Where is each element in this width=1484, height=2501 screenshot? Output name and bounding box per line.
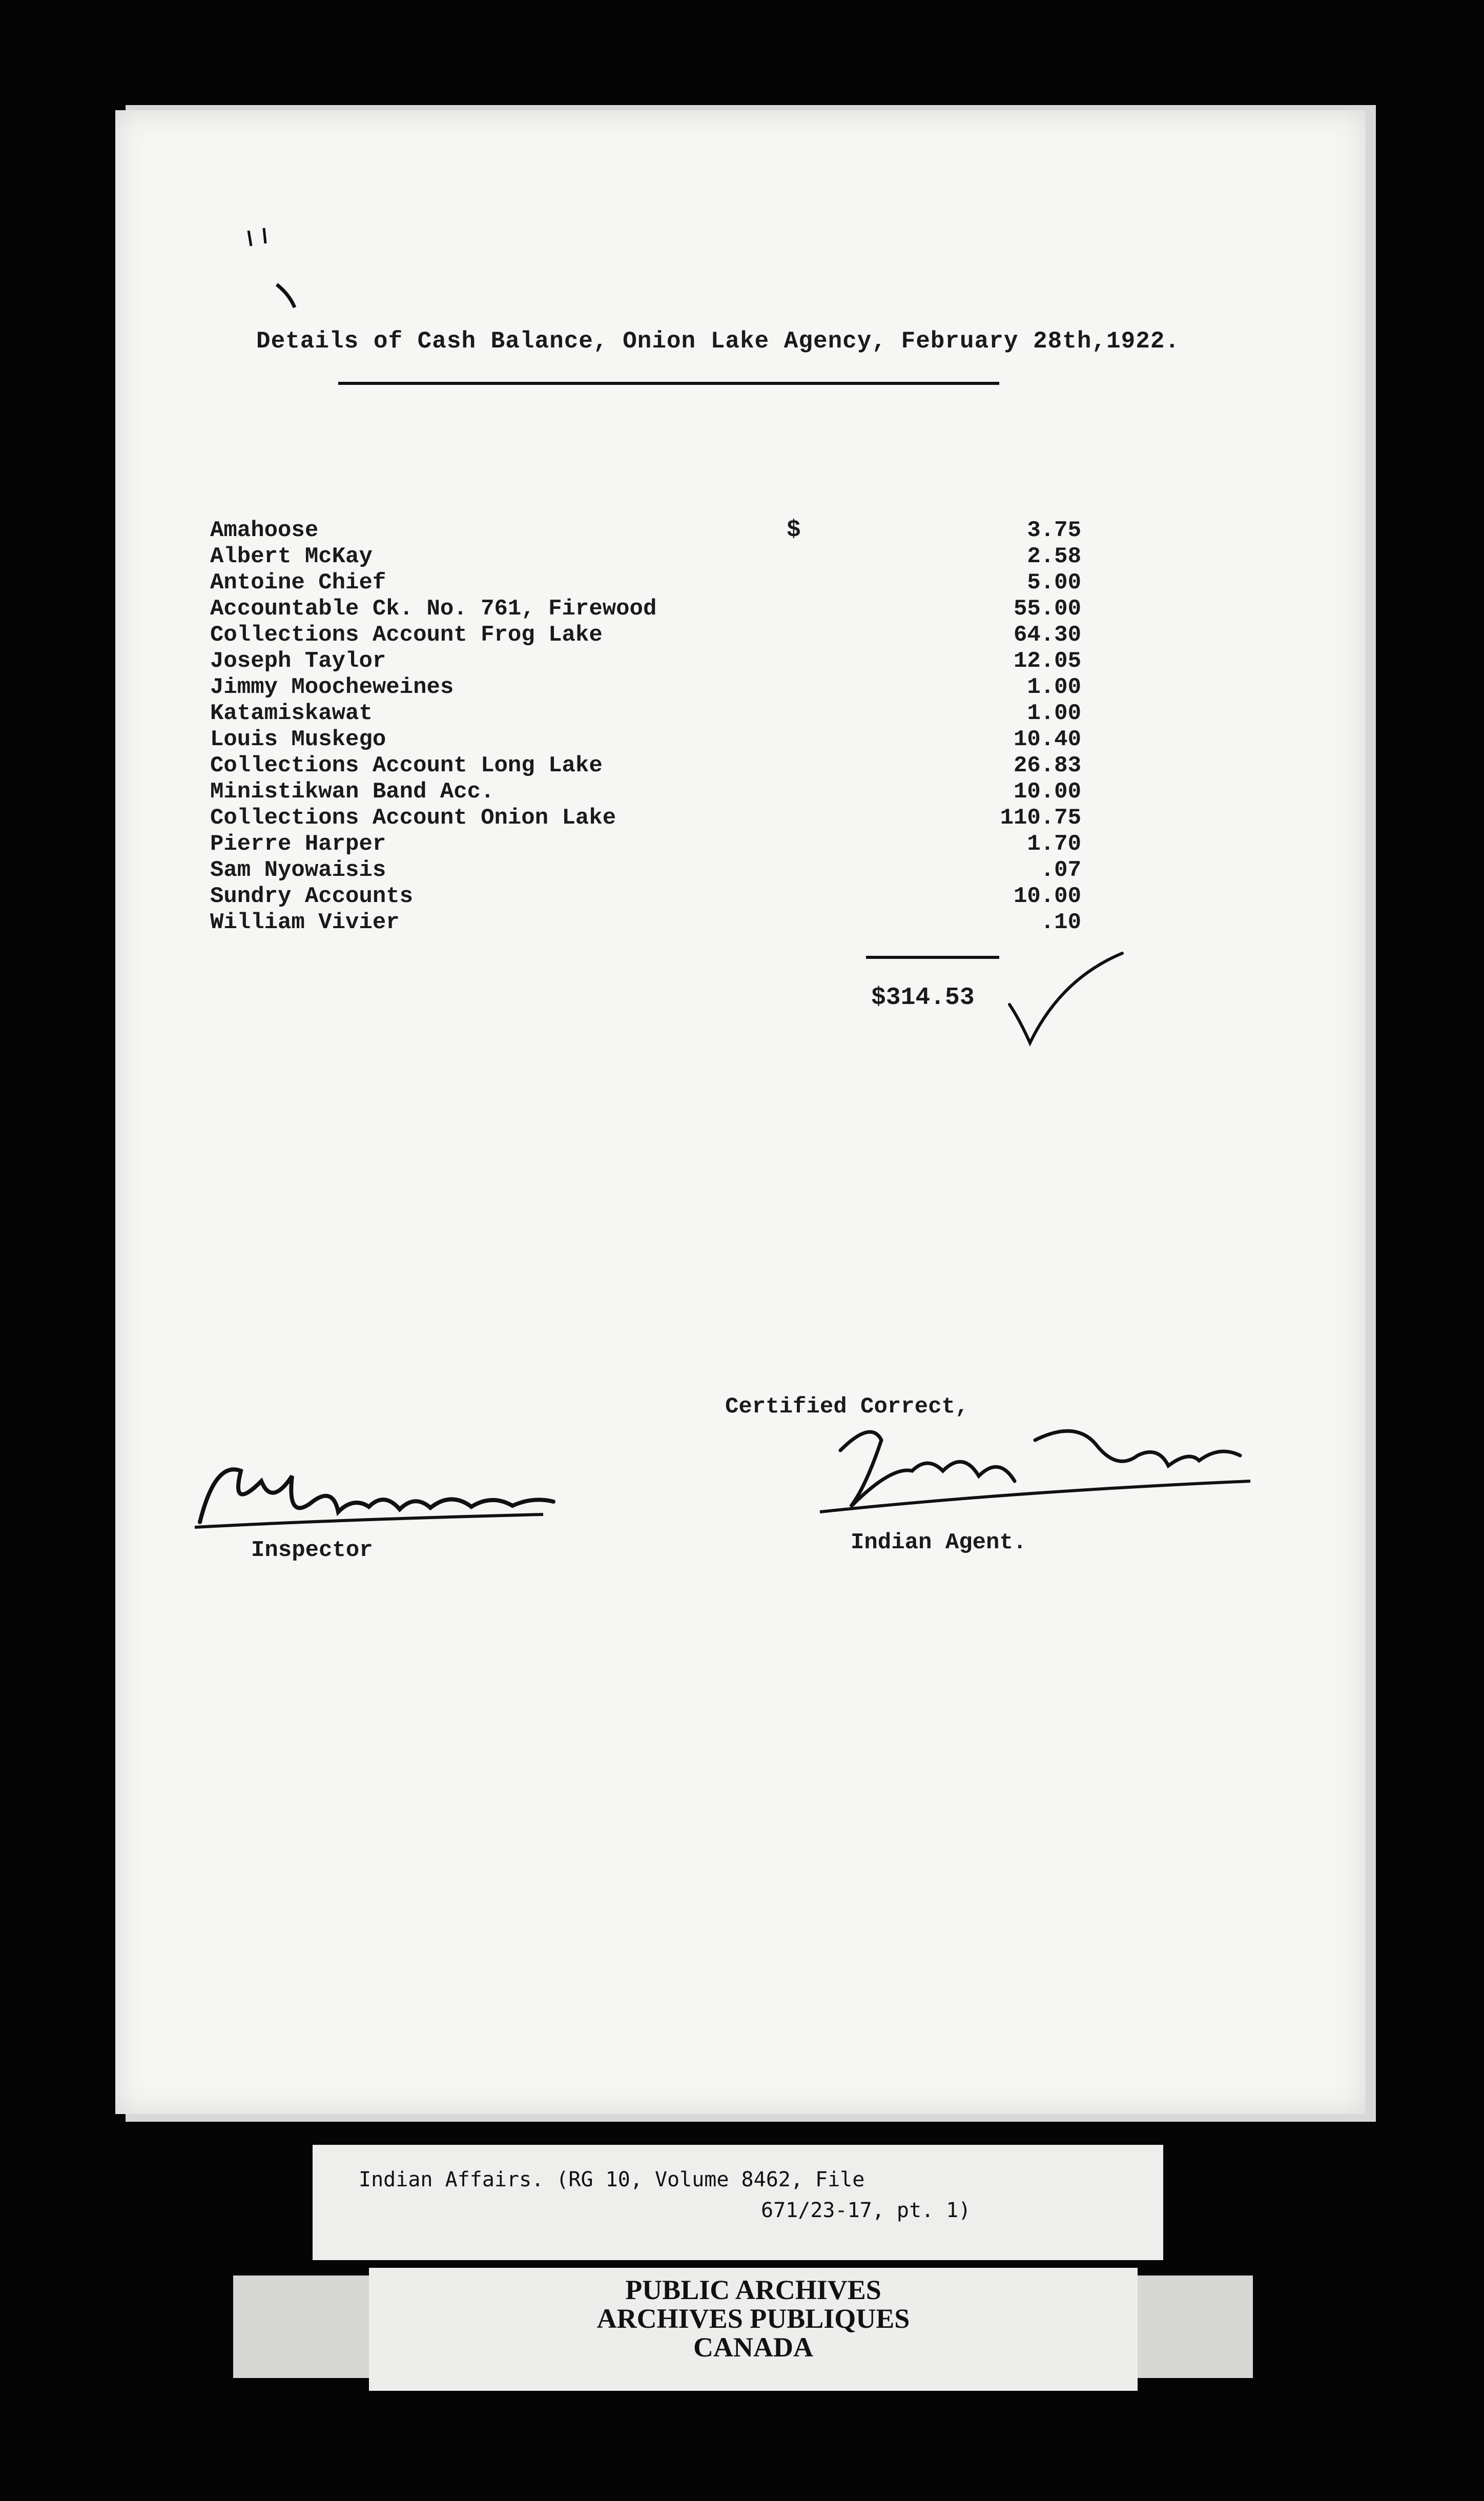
line-item-label: Pierre Harper — [210, 831, 386, 857]
line-item-label: Albert McKay — [210, 544, 373, 569]
inspector-label: Inspector — [251, 1537, 373, 1563]
line-item-amount: 12.05 — [1013, 648, 1081, 674]
stamp-line-1: PUBLIC ARCHIVES — [625, 2274, 881, 2305]
reference-line-1: Indian Affairs. (RG 10, Volume 8462, File — [359, 2168, 865, 2191]
stamp-line-3: CANADA — [693, 2332, 813, 2363]
line-item-amount: 1.00 — [1027, 701, 1081, 726]
line-item-amount: 2.58 — [1027, 544, 1081, 569]
reference-line-2: 671/23-17, pt. 1) — [761, 2199, 971, 2222]
line-item-amount: .07 — [1040, 857, 1081, 883]
certified-correct: Certified Correct, — [725, 1394, 969, 1420]
line-item-amount: 26.83 — [1013, 753, 1081, 778]
line-item-label: Ministikwan Band Acc. — [210, 779, 494, 805]
line-item-label: Louis Muskego — [210, 727, 386, 752]
line-item-label: William Vivier — [210, 910, 400, 935]
line-item-label: Accountable Ck. No. 761, Firewood — [210, 596, 657, 622]
stamp-line-2: ARCHIVES PUBLIQUES — [596, 2303, 910, 2334]
line-item-label: Amahoose — [210, 518, 319, 543]
line-item-label: Collections Account Frog Lake — [210, 622, 603, 648]
line-item-label: Antoine Chief — [210, 570, 386, 596]
line-item-label: Jimmy Moocheweines — [210, 674, 454, 700]
line-item-label: Joseph Taylor — [210, 648, 386, 674]
line-item-amount: 64.30 — [1013, 622, 1081, 648]
line-item-amount: 1.00 — [1027, 674, 1081, 700]
line-item-label: Collections Account Long Lake — [210, 753, 603, 778]
line-item-label: Katamiskawat — [210, 701, 373, 726]
total-amount: $314.53 — [871, 984, 975, 1012]
line-item-amount: 110.75 — [1000, 805, 1081, 831]
line-item-amount: 3.75 — [1027, 518, 1081, 543]
line-item-amount: 5.00 — [1027, 570, 1081, 596]
line-item-amount: 10.40 — [1013, 727, 1081, 752]
line-item-label: Collections Account Onion Lake — [210, 805, 616, 831]
line-item-amount: .10 — [1040, 910, 1081, 935]
indian-agent-label: Indian Agent. — [851, 1530, 1027, 1555]
dollar-sign: $ — [787, 517, 801, 543]
line-item-label: Sundry Accounts — [210, 884, 414, 909]
line-item-amount: 10.00 — [1013, 884, 1081, 909]
line-item-label: Sam Nyowaisis — [210, 857, 386, 883]
line-item-amount: 1.70 — [1027, 831, 1081, 857]
line-item-amount: 10.00 — [1013, 779, 1081, 805]
line-item-amount: 55.00 — [1013, 596, 1081, 622]
document-title: Details of Cash Balance, Onion Lake Agency, February 28th,1922. — [256, 328, 1180, 355]
